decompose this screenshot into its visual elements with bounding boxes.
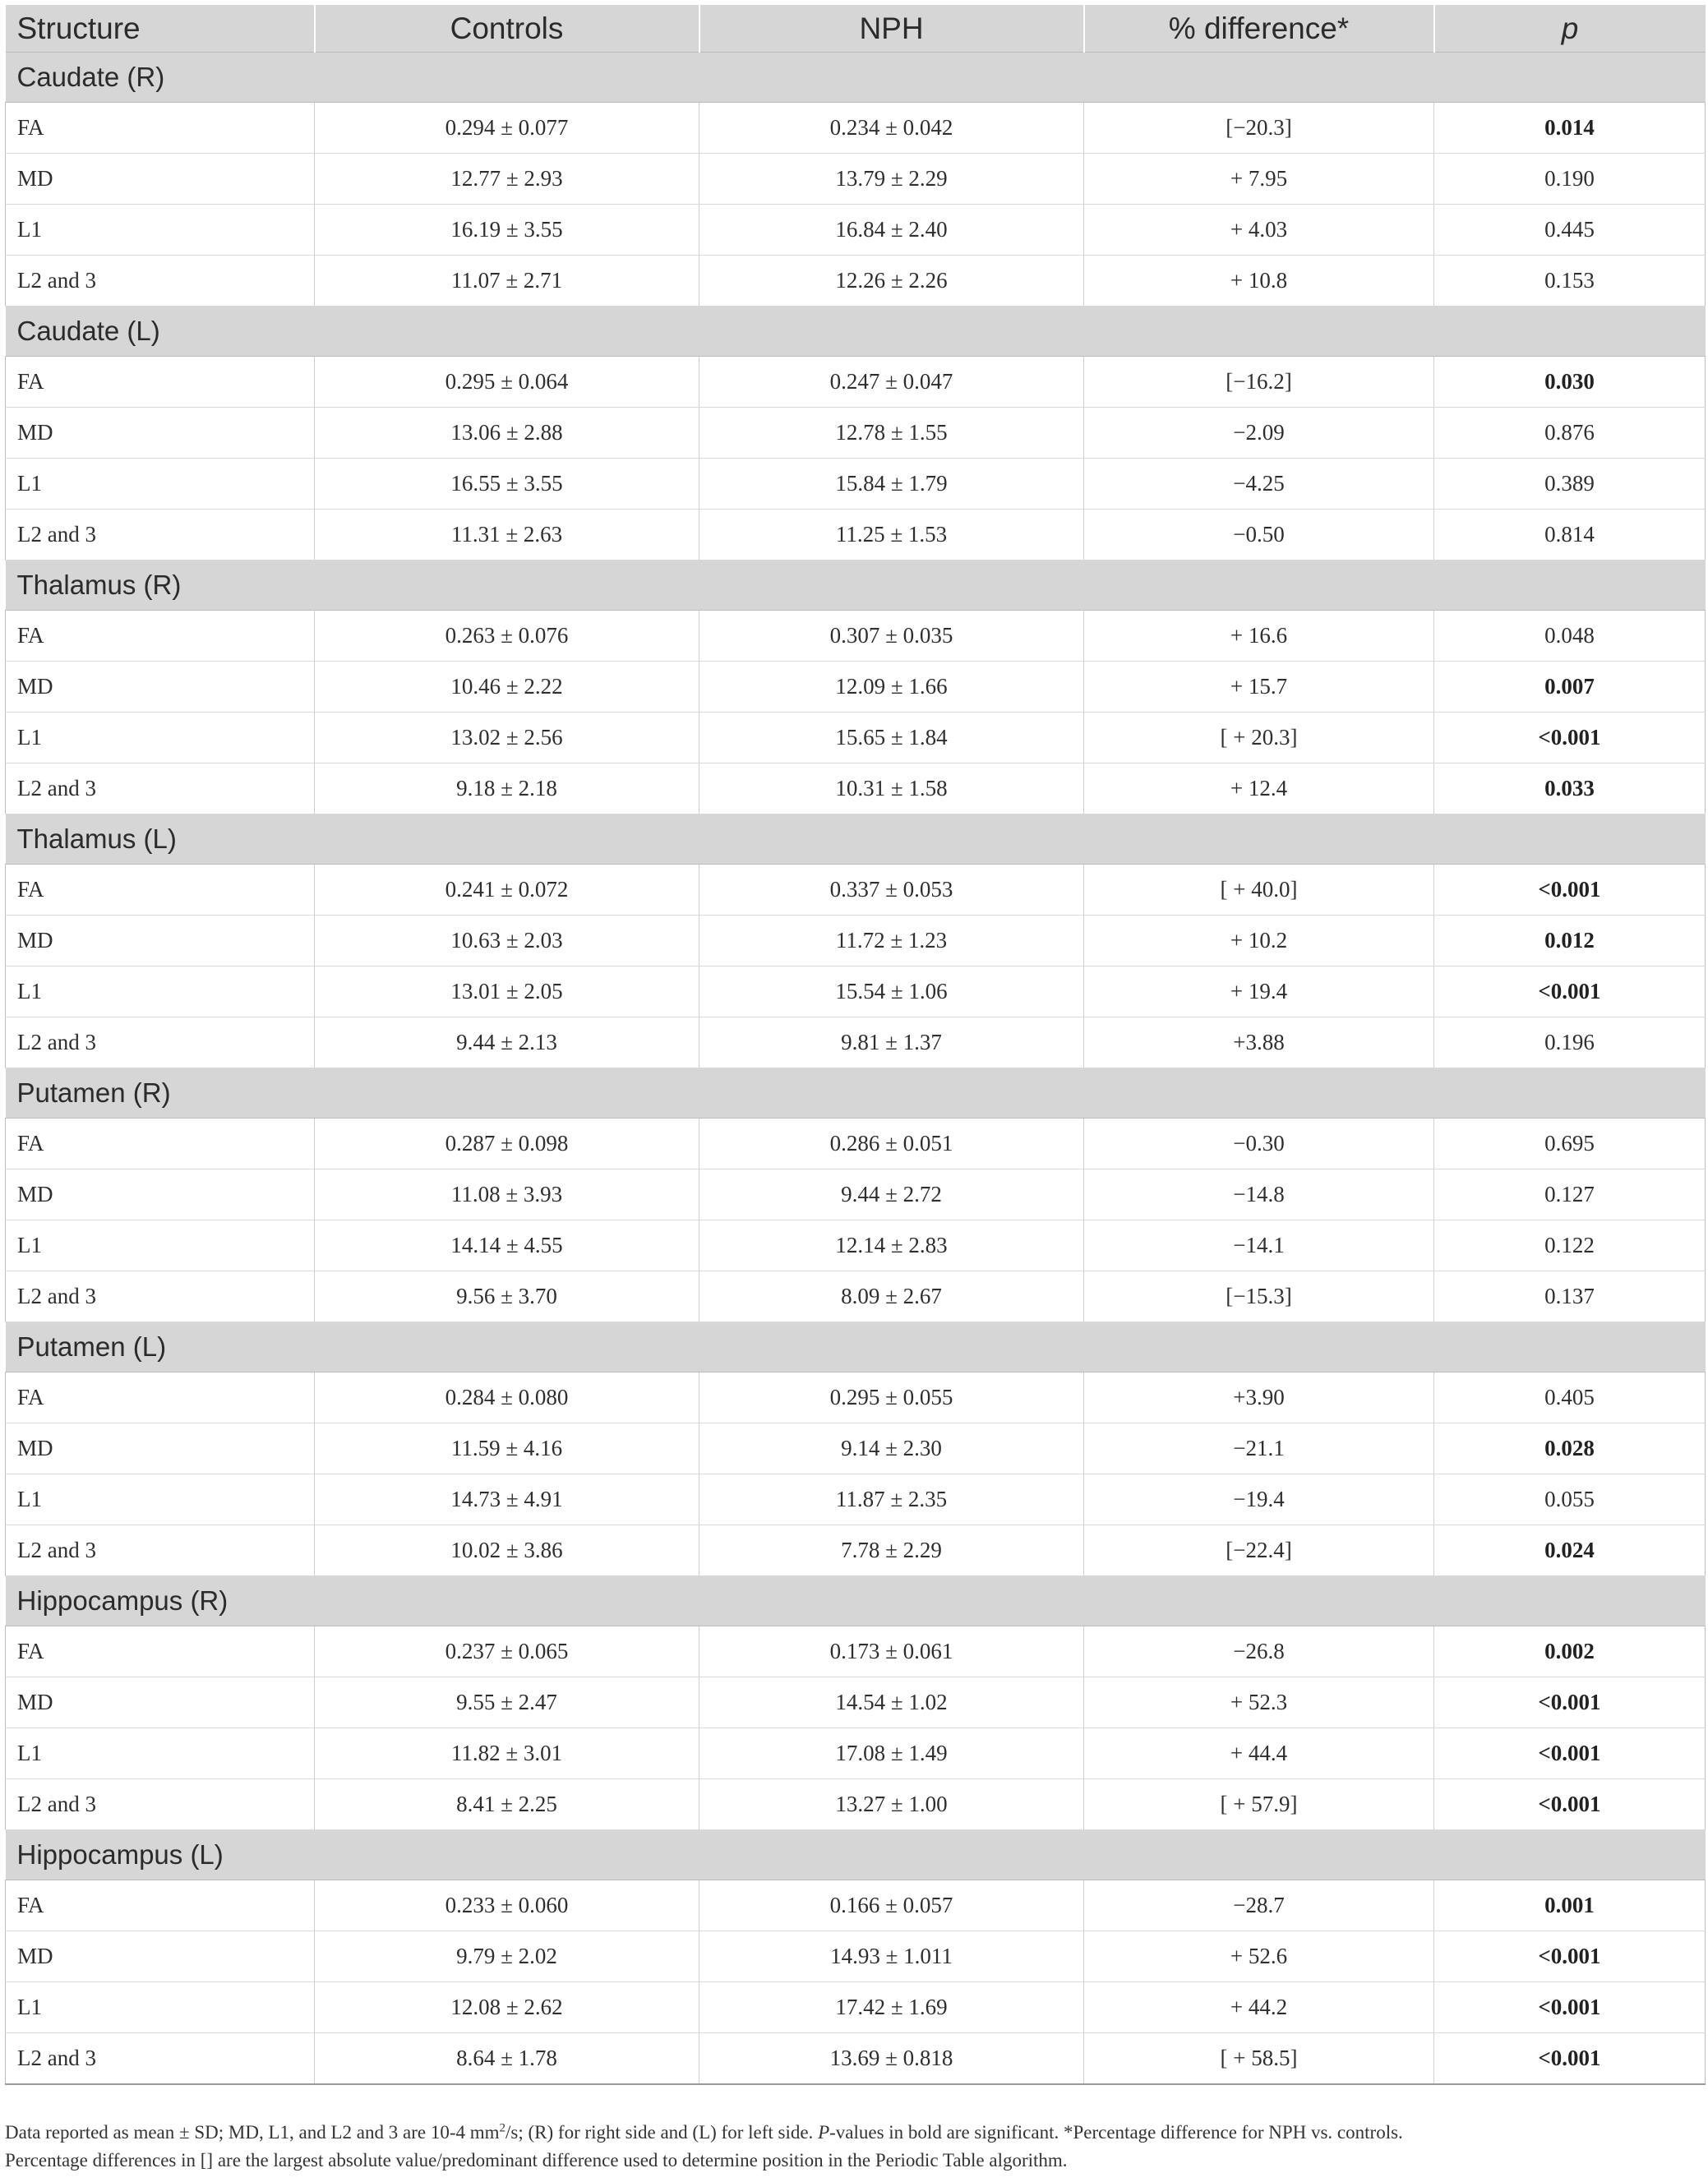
group-header-row [6,1322,1706,1372]
table-row [6,510,1706,560]
table-row [6,2033,1706,2085]
cell-controls: 11.31 ± 2.63 [315,510,699,560]
group-label: Thalamus (L) [6,814,1706,865]
cell-p-value: 0.190 [1434,154,1706,205]
table-row [6,966,1706,1017]
results-table [5,5,1706,2085]
cell-nph: 9.44 ± 2.72 [699,1169,1084,1220]
cell-measure: L2 and 3 [6,1779,315,1830]
group-label: Putamen (L) [6,1322,1706,1372]
cell-measure: L2 and 3 [6,1017,315,1068]
cell-percent-difference: [ + 40.0] [1084,865,1434,916]
cell-percent-difference: [−22.4] [1084,1525,1434,1576]
group-label: Hippocampus (R) [6,1576,1706,1626]
footnote-text-c: -values in bold are significant. *Percentage difference for NPH vs. controls. [829,2122,1403,2143]
cell-p-value: <0.001 [1434,1779,1706,1830]
cell-measure: L2 and 3 [6,510,315,560]
group-header-row [6,560,1706,611]
cell-p-value: <0.001 [1434,1728,1706,1779]
cell-controls: 12.08 ± 2.62 [315,1982,699,2033]
table-row [6,1474,1706,1525]
group-header-row [6,53,1706,103]
table-row [6,1372,1706,1423]
cell-percent-difference: + 10.8 [1084,256,1434,307]
cell-nph: 0.295 ± 0.055 [699,1372,1084,1423]
cell-percent-difference: [ + 57.9] [1084,1779,1434,1830]
group-header-row [6,1830,1706,1880]
cell-nph: 0.247 ± 0.047 [699,357,1084,408]
cell-percent-difference: + 10.2 [1084,916,1434,966]
cell-controls: 0.284 ± 0.080 [315,1372,699,1423]
table-row [6,1119,1706,1169]
cell-nph: 13.69 ± 0.818 [699,2033,1084,2085]
table-row [6,154,1706,205]
table-row [6,611,1706,662]
cell-percent-difference: −0.50 [1084,510,1434,560]
cell-percent-difference: + 52.3 [1084,1677,1434,1728]
cell-controls: 0.287 ± 0.098 [315,1119,699,1169]
cell-percent-difference: +3.88 [1084,1017,1434,1068]
table-row [6,408,1706,459]
table-row [6,1169,1706,1220]
table-row [6,662,1706,713]
cell-nph: 17.08 ± 1.49 [699,1728,1084,1779]
cell-controls: 9.55 ± 2.47 [315,1677,699,1728]
cell-controls: 12.77 ± 2.93 [315,154,699,205]
cell-percent-difference: −14.1 [1084,1220,1434,1271]
cell-measure: FA [6,357,315,408]
cell-controls: 0.237 ± 0.065 [315,1626,699,1677]
cell-measure: L1 [6,713,315,763]
cell-percent-difference: + 16.6 [1084,611,1434,662]
footnote-line-1 [5,2119,1705,2147]
cell-measure: L1 [6,205,315,256]
cell-p-value: <0.001 [1434,966,1706,1017]
cell-measure: FA [6,1626,315,1677]
table-row [6,1779,1706,1830]
table-row [6,865,1706,916]
cell-controls: 16.19 ± 3.55 [315,205,699,256]
cell-p-value: <0.001 [1434,2033,1706,2085]
cell-nph: 12.26 ± 2.26 [699,256,1084,307]
cell-nph: 0.234 ± 0.042 [699,103,1084,154]
group-header-row [6,814,1706,865]
cell-measure: L1 [6,1220,315,1271]
header-p: p [1434,5,1706,53]
cell-p-value: 0.007 [1434,662,1706,713]
table-row [6,1423,1706,1474]
cell-nph: 12.14 ± 2.83 [699,1220,1084,1271]
cell-controls: 8.41 ± 2.25 [315,1779,699,1830]
cell-measure: L1 [6,459,315,510]
group-label: Putamen (R) [6,1068,1706,1119]
cell-controls: 11.07 ± 2.71 [315,256,699,307]
cell-measure: MD [6,1677,315,1728]
header-row [6,5,1706,53]
table-footnote [5,2119,1705,2175]
cell-p-value: <0.001 [1434,1677,1706,1728]
cell-percent-difference: + 44.2 [1084,1982,1434,2033]
header-structure: Structure [6,5,315,53]
cell-p-value: 0.876 [1434,408,1706,459]
footnote-text-a: Data reported as mean ± SD; MD, L1, and L2 and 3 are 10-4 mm [5,2122,500,2143]
group-header-row [6,1576,1706,1626]
cell-nph: 11.25 ± 1.53 [699,510,1084,560]
cell-p-value: 0.024 [1434,1525,1706,1576]
table-container [5,5,1705,2085]
cell-controls: 0.294 ± 0.077 [315,103,699,154]
footnote-superscript: 2 [499,2121,506,2135]
cell-controls: 9.56 ± 3.70 [315,1271,699,1322]
cell-nph: 11.87 ± 2.35 [699,1474,1084,1525]
table-row [6,713,1706,763]
group-header-row [6,1068,1706,1119]
header-controls: Controls [315,5,699,53]
cell-nph: 11.72 ± 1.23 [699,916,1084,966]
table-row [6,1220,1706,1271]
cell-controls: 13.02 ± 2.56 [315,713,699,763]
cell-controls: 8.64 ± 1.78 [315,2033,699,2085]
cell-p-value: 0.055 [1434,1474,1706,1525]
cell-percent-difference: −28.7 [1084,1880,1434,1931]
cell-p-value: 0.405 [1434,1372,1706,1423]
cell-controls: 16.55 ± 3.55 [315,459,699,510]
cell-p-value: <0.001 [1434,1982,1706,2033]
cell-percent-difference: + 15.7 [1084,662,1434,713]
cell-p-value: 0.127 [1434,1169,1706,1220]
cell-nph: 13.27 ± 1.00 [699,1779,1084,1830]
cell-measure: FA [6,103,315,154]
cell-measure: MD [6,408,315,459]
cell-nph: 15.65 ± 1.84 [699,713,1084,763]
table-row [6,205,1706,256]
cell-p-value: 0.002 [1434,1626,1706,1677]
cell-nph: 10.31 ± 1.58 [699,763,1084,814]
cell-percent-difference: + 12.4 [1084,763,1434,814]
cell-controls: 0.241 ± 0.072 [315,865,699,916]
cell-controls: 10.46 ± 2.22 [315,662,699,713]
cell-nph: 12.09 ± 1.66 [699,662,1084,713]
cell-nph: 0.286 ± 0.051 [699,1119,1084,1169]
cell-measure: L1 [6,966,315,1017]
cell-measure: MD [6,916,315,966]
cell-nph: 12.78 ± 1.55 [699,408,1084,459]
cell-controls: 13.01 ± 2.05 [315,966,699,1017]
cell-p-value: <0.001 [1434,865,1706,916]
cell-percent-difference: + 52.6 [1084,1931,1434,1982]
cell-measure: MD [6,1423,315,1474]
cell-measure: L2 and 3 [6,763,315,814]
cell-nph: 9.14 ± 2.30 [699,1423,1084,1474]
cell-nph: 14.93 ± 1.011 [699,1931,1084,1982]
cell-percent-difference: [−20.3] [1084,103,1434,154]
cell-controls: 11.82 ± 3.01 [315,1728,699,1779]
cell-percent-difference: [−15.3] [1084,1271,1434,1322]
table-row [6,1880,1706,1931]
cell-measure: MD [6,1931,315,1982]
table-row [6,459,1706,510]
footnote-line-2: Percentage differences in [] are the largest absolute value/predominant difference used to determine position in the Periodic Table algorithm. [5,2150,1068,2170]
cell-p-value: 0.814 [1434,510,1706,560]
cell-nph: 16.84 ± 2.40 [699,205,1084,256]
table-row [6,103,1706,154]
table-row [6,1626,1706,1677]
cell-p-value: 0.153 [1434,256,1706,307]
cell-percent-difference: [ + 58.5] [1084,2033,1434,2085]
cell-p-value: 0.137 [1434,1271,1706,1322]
cell-nph: 17.42 ± 1.69 [699,1982,1084,2033]
table-row [6,1677,1706,1728]
cell-controls: 13.06 ± 2.88 [315,408,699,459]
cell-p-value: 0.012 [1434,916,1706,966]
cell-percent-difference: −0.30 [1084,1119,1434,1169]
table-row [6,1017,1706,1068]
group-label: Thalamus (R) [6,560,1706,611]
table-row [6,1982,1706,2033]
cell-p-value: 0.014 [1434,103,1706,154]
cell-measure: L1 [6,1474,315,1525]
cell-controls: 9.44 ± 2.13 [315,1017,699,1068]
cell-controls: 0.233 ± 0.060 [315,1880,699,1931]
cell-controls: 0.295 ± 0.064 [315,357,699,408]
cell-controls: 10.63 ± 2.03 [315,916,699,966]
cell-p-value: 0.028 [1434,1423,1706,1474]
cell-percent-difference: + 4.03 [1084,205,1434,256]
table-row [6,1931,1706,1982]
cell-measure: L1 [6,1982,315,2033]
cell-nph: 8.09 ± 2.67 [699,1271,1084,1322]
table-body [6,53,1706,2085]
table-row [6,357,1706,408]
table-row [6,1271,1706,1322]
cell-percent-difference: −4.25 [1084,459,1434,510]
cell-nph: 15.84 ± 1.79 [699,459,1084,510]
cell-controls: 9.18 ± 2.18 [315,763,699,814]
cell-p-value: 0.695 [1434,1119,1706,1169]
cell-nph: 0.173 ± 0.061 [699,1626,1084,1677]
cell-nph: 7.78 ± 2.29 [699,1525,1084,1576]
table-row [6,1728,1706,1779]
cell-percent-difference: + 7.95 [1084,154,1434,205]
header-nph: NPH [699,5,1084,53]
cell-measure: L2 and 3 [6,256,315,307]
cell-percent-difference: −21.1 [1084,1423,1434,1474]
group-label: Caudate (L) [6,307,1706,357]
cell-percent-difference: [−16.2] [1084,357,1434,408]
cell-percent-difference: −19.4 [1084,1474,1434,1525]
cell-p-value: 0.001 [1434,1880,1706,1931]
table-row [6,763,1706,814]
cell-nph: 0.337 ± 0.053 [699,865,1084,916]
footnote-italic-p: P [818,2122,830,2143]
footnote-text-b: /s; (R) for right side and (L) for left side. [505,2122,819,2143]
cell-controls: 11.59 ± 4.16 [315,1423,699,1474]
cell-nph: 0.307 ± 0.035 [699,611,1084,662]
cell-controls: 14.73 ± 4.91 [315,1474,699,1525]
cell-measure: MD [6,662,315,713]
cell-measure: FA [6,1372,315,1423]
cell-nph: 15.54 ± 1.06 [699,966,1084,1017]
cell-measure: FA [6,865,315,916]
cell-p-value: 0.196 [1434,1017,1706,1068]
cell-controls: 0.263 ± 0.076 [315,611,699,662]
cell-measure: MD [6,154,315,205]
cell-percent-difference: −26.8 [1084,1626,1434,1677]
cell-measure: L2 and 3 [6,2033,315,2085]
cell-measure: FA [6,611,315,662]
cell-percent-difference: [ + 20.3] [1084,713,1434,763]
cell-p-value: 0.445 [1434,205,1706,256]
cell-p-value: <0.001 [1434,713,1706,763]
group-label: Caudate (R) [6,53,1706,103]
cell-measure: L2 and 3 [6,1271,315,1322]
cell-percent-difference: + 19.4 [1084,966,1434,1017]
table-row [6,1525,1706,1576]
table-row [6,916,1706,966]
cell-p-value: 0.389 [1434,459,1706,510]
cell-percent-difference: +3.90 [1084,1372,1434,1423]
cell-p-value: 0.048 [1434,611,1706,662]
cell-nph: 14.54 ± 1.02 [699,1677,1084,1728]
cell-nph: 0.166 ± 0.057 [699,1880,1084,1931]
cell-p-value: 0.122 [1434,1220,1706,1271]
cell-controls: 9.79 ± 2.02 [315,1931,699,1982]
header-percent-difference: % difference* [1084,5,1434,53]
cell-measure: MD [6,1169,315,1220]
cell-percent-difference: + 44.4 [1084,1728,1434,1779]
cell-controls: 11.08 ± 3.93 [315,1169,699,1220]
cell-measure: FA [6,1880,315,1931]
cell-p-value: 0.030 [1434,357,1706,408]
cell-controls: 10.02 ± 3.86 [315,1525,699,1576]
group-label: Hippocampus (L) [6,1830,1706,1880]
cell-measure: L1 [6,1728,315,1779]
cell-p-value: 0.033 [1434,763,1706,814]
cell-percent-difference: −14.8 [1084,1169,1434,1220]
cell-percent-difference: −2.09 [1084,408,1434,459]
cell-controls: 14.14 ± 4.55 [315,1220,699,1271]
cell-measure: L2 and 3 [6,1525,315,1576]
group-header-row [6,307,1706,357]
cell-p-value: <0.001 [1434,1931,1706,1982]
cell-nph: 13.79 ± 2.29 [699,154,1084,205]
cell-measure: FA [6,1119,315,1169]
cell-nph: 9.81 ± 1.37 [699,1017,1084,1068]
table-row [6,256,1706,307]
